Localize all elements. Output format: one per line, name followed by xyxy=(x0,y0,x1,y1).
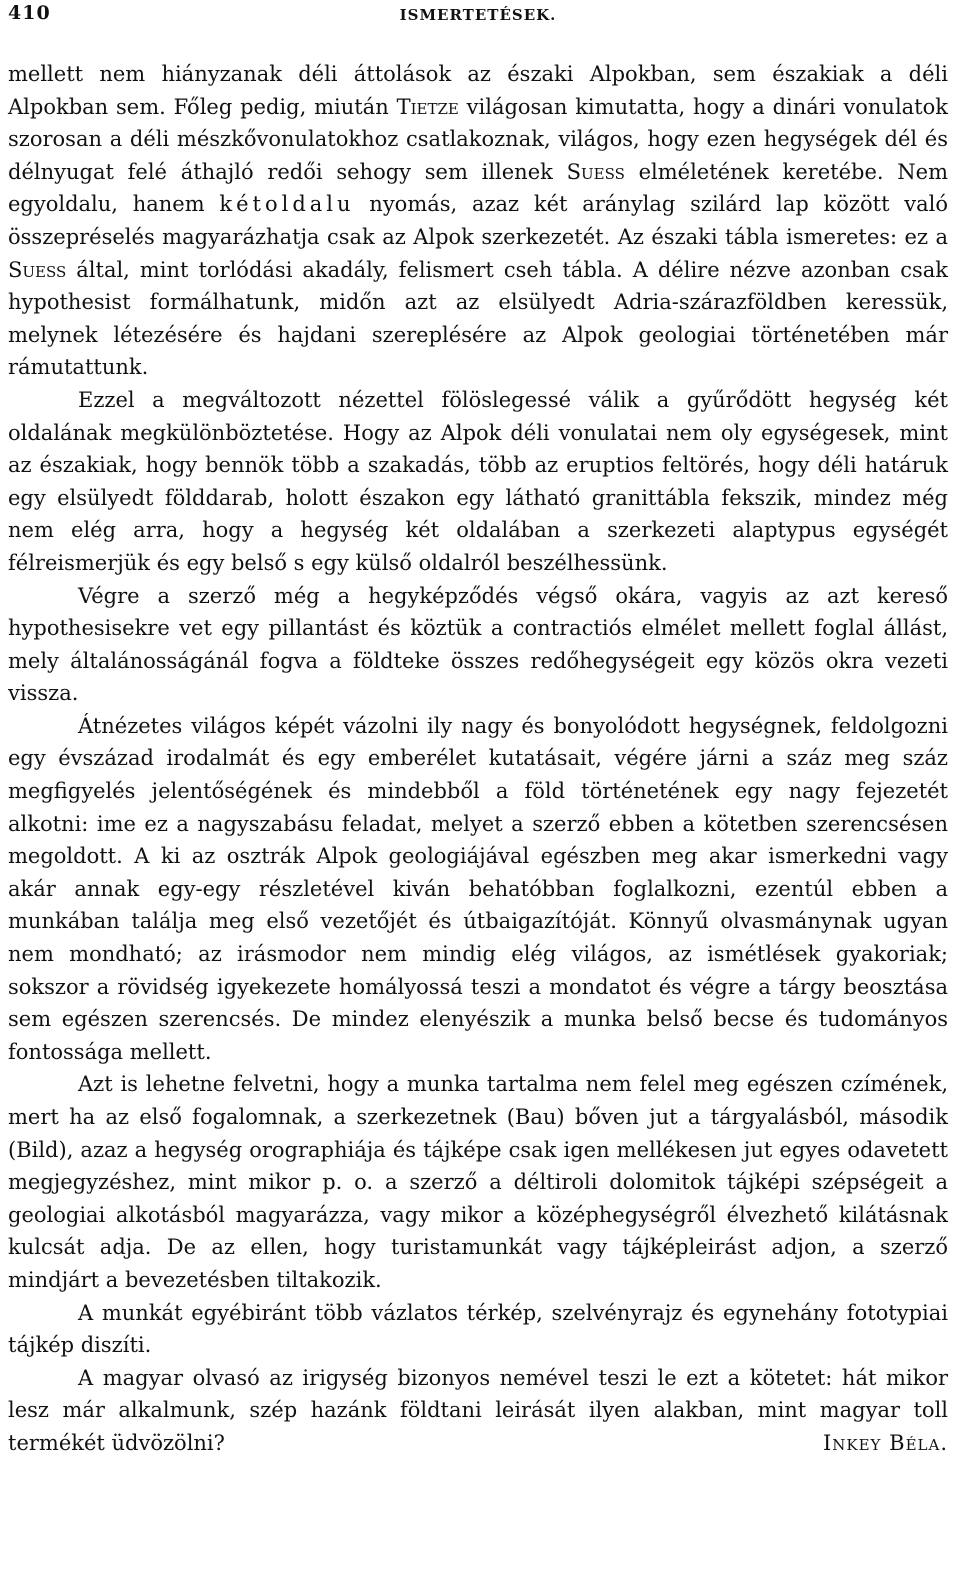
emphasized-text: kétoldalu xyxy=(219,192,355,217)
paragraph xyxy=(8,710,948,1069)
author-name: Suess xyxy=(566,159,625,184)
text-run: A magyar olvasó az irigység bizonyos nemével teszi le ezt a kötetet: hát mikor lesz már alkalmunk, szép hazánk földtani leirását ilyen alakban, mint magyar toll termékét üdvözölni? xyxy=(8,1365,948,1455)
paragraph xyxy=(8,1362,948,1460)
text-run: által, mint torlódási akadály, felismert cseh tábla. A délire nézve azonban csak hypothesist formálhatunk, midőn azt az elsülyedt Adria-szárazföldben keressük, melynek létezésére és hajdani szereplésére az Alpok geologiai történetében már rámutattunk. xyxy=(8,257,948,380)
article-body xyxy=(8,58,948,1460)
running-head xyxy=(8,0,948,36)
text-run: Végre a szerző még a hegyképződés végső okára, vagyis az azt kereső hypothesisekre vet egy pillantást és köztük a contractiós elmélet mellett foglal állást, mely általánosságánál fogva a földteke összes redőhegységeit egy közös okra vezeti vissza. xyxy=(8,583,948,706)
text-run: Ezzel a megváltozott nézettel fölöslegessé válik a gyűrődött hegység két oldalának megkülönböztetése. Hogy az Alpok déli vonulatai nem oly egységesek, mint az északiak, hogy bennök több a szakadás, több az eruptios feltörés, hogy déli határuk egy elsülyedt földdarab, holott északon egy látható granittábla fekszik, mindez még nem elég arra, hogy a hegység két oldalában a szerkezeti alaptypus egységét félreismerjük és egy belső s egy külső oldalról beszélhessünk. xyxy=(8,387,948,575)
text-run: Átnézetes világos képét vázolni ily nagy és bonyolódott hegységnek, feldolgozni egy évszázad irodalmát és egy emberélet kutatásait, végére járni a száz meg száz megfigyelés jelentőségének és mindebből a föld történetének egy nagy fejezetét alkotni: ime ez a nagyszabásu feladat, melyet a szerző ebben a kötetben szerencsésen megoldott. A ki az osztrák Alpok geologiájával egészben meg akar ismerkedni vagy akár annak egy-egy részletével kiván behatóbban foglalkozni, ezentúl ebben a munkában találja meg első vezetőjét és útbaigazítóját. Könnyű olvasmánynak ugyan nem mondható; az irásmodor nem mindig elég világos, az ismétlések gyakoriak; sokszor a rövidség igyekezete homályossá teszi a mondatot és végre a tárgy beosztása sem egészen szerencsés. De mindez elenyészik a munka belső becse és tudományos fontossága mellett. xyxy=(8,713,948,1064)
author-name: Suess xyxy=(8,257,67,282)
text-run: A munkát egyébiránt több vázlatos térkép, szelvényrajz és egynehány fototypiai tájkép diszíti. xyxy=(8,1300,948,1358)
paragraph xyxy=(8,1297,948,1362)
paragraph xyxy=(8,1068,948,1296)
paragraph xyxy=(8,580,948,710)
text-run: nyomás, azaz két aránylag szilárd lap között való összepréselés magyarázhatja csak az Alpok szerkezetét. Az északi tábla ismeretes: ez a xyxy=(8,192,948,249)
author-signature: Inkey Béla. xyxy=(822,1430,948,1455)
text-run: elméletének keretébe. Nem egyoldalu, hanem xyxy=(8,159,949,217)
text-run: világosan kimutatta, hogy a dinári vonulatok szorosan a déli mészkővonulatokhoz csatlakoznak, világos, hogy ezen hegységek dél és délnyugat felé áthajló redői sehogy sem illenek xyxy=(8,94,948,184)
text-run: Azt is lehetne felvetni, hogy a munka tartalma nem felel meg egészen czímének, mert ha az első fogalomnak, a szerkezetnek (Bau) bőven jut a tárgyalásból, második (Bild), azaz a hegység orographiája és tájképe csak igen mellékesen jut egyes odavetett megjegyzéshez, mint mikor p. o. a szerző a déltiroli dolomitok tájképi szépségeit a geologiai alkotásból magyarázza, vagy mikor a középhegységről élvezhető kilátásnak kulcsát adja. De az ellen, hogy turistamunkát vagy tájképleirást adjon, a szerző mindjárt a bevezetésben tiltakozik. xyxy=(8,1072,948,1292)
running-title: ISMERTETÉSEK. xyxy=(399,6,557,24)
text-run: mellett nem hiányzanak déli áttolások az északi Alpokban, sem északiak a déli Alpokban sem. Főleg pedig, miután xyxy=(8,62,948,119)
paragraph xyxy=(8,58,948,384)
page-number: 410 xyxy=(8,2,51,24)
author-name: Tietze xyxy=(396,94,459,119)
paragraph xyxy=(8,384,948,580)
